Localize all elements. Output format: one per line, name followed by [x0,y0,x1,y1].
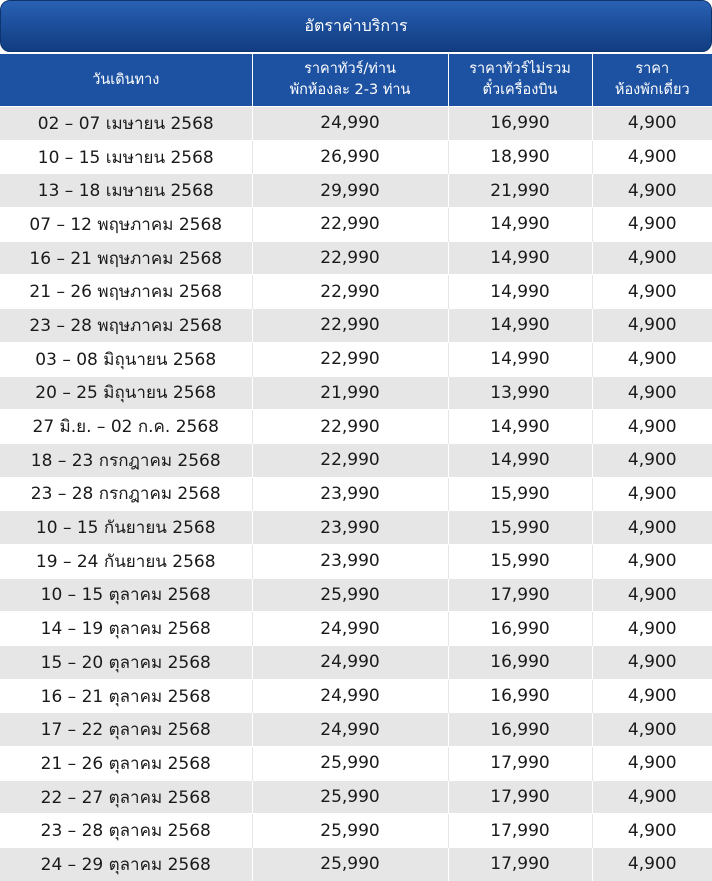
cell-single-room: 4,900 [592,544,712,578]
cell-tour-price: 24,990 [252,713,448,747]
cell-price-without-flight: 16,990 [448,679,592,713]
cell-price-without-flight: 15,990 [448,544,592,578]
cell-travel-date: 17 – 22 ตุลาคม 2568 [0,713,252,747]
cell-price-without-flight: 16,990 [448,612,592,646]
cell-travel-date: 10 – 15 กันยายน 2568 [0,511,252,545]
cell-tour-price: 25,990 [252,780,448,814]
cell-travel-date: 27 มิ.ย. – 02 ก.ค. 2568 [0,410,252,444]
cell-price-without-flight: 17,990 [448,814,592,848]
cell-single-room: 4,900 [592,174,712,208]
cell-price-without-flight: 15,990 [448,477,592,511]
page-title: อัตราค่าบริการ [304,15,408,35]
table-row [0,275,712,309]
table-row [0,309,712,343]
cell-travel-date: 16 – 21 ตุลาคม 2568 [0,679,252,713]
cell-tour-price: 23,990 [252,511,448,545]
cell-travel-date: 21 – 26 ตุลาคม 2568 [0,747,252,781]
table-row [0,410,712,444]
price-table [0,54,712,881]
cell-travel-date: 10 – 15 ตุลาคม 2568 [0,578,252,612]
cell-single-room: 4,900 [592,679,712,713]
cell-price-without-flight: 14,990 [448,309,592,343]
header-line: ราคา [635,61,670,77]
cell-single-room: 4,900 [592,241,712,275]
cell-travel-date: 03 – 08 มิถุนายน 2568 [0,342,252,376]
header-single-room [592,54,712,107]
cell-travel-date: 23 – 28 กรกฎาคม 2568 [0,477,252,511]
cell-price-without-flight: 17,990 [448,780,592,814]
cell-tour-price: 24,990 [252,646,448,680]
cell-single-room: 4,900 [592,713,712,747]
table-row [0,814,712,848]
table-row [0,578,712,612]
cell-price-without-flight: 14,990 [448,410,592,444]
header-line: ตั๋วเครื่องบิน [482,82,558,98]
cell-tour-price: 22,990 [252,275,448,309]
cell-price-without-flight: 16,990 [448,107,592,141]
table-row [0,477,712,511]
cell-travel-date: 20 – 25 มิถุนายน 2568 [0,376,252,410]
cell-single-room: 4,900 [592,477,712,511]
cell-tour-price: 24,990 [252,612,448,646]
cell-price-without-flight: 14,990 [448,241,592,275]
table-row [0,646,712,680]
table-row [0,208,712,242]
cell-tour-price: 26,990 [252,140,448,174]
price-table-title-bar [0,0,712,52]
cell-single-room: 4,900 [592,814,712,848]
table-row [0,679,712,713]
cell-travel-date: 23 – 28 พฤษภาคม 2568 [0,309,252,343]
cell-travel-date: 24 – 29 ตุลาคม 2568 [0,848,252,881]
table-row [0,612,712,646]
cell-tour-price: 22,990 [252,443,448,477]
cell-tour-price: 22,990 [252,342,448,376]
cell-single-room: 4,900 [592,747,712,781]
cell-travel-date: 07 – 12 พฤษภาคม 2568 [0,208,252,242]
cell-travel-date: 02 – 07 เมษายน 2568 [0,107,252,141]
header-line: วันเดินทาง [92,71,160,88]
header-tour-price [252,54,448,107]
table-row [0,747,712,781]
cell-price-without-flight: 14,990 [448,342,592,376]
table-row [0,140,712,174]
cell-tour-price: 22,990 [252,309,448,343]
cell-price-without-flight: 16,990 [448,713,592,747]
cell-single-room: 4,900 [592,612,712,646]
cell-single-room: 4,900 [592,443,712,477]
cell-tour-price: 22,990 [252,208,448,242]
cell-single-room: 4,900 [592,578,712,612]
cell-single-room: 4,900 [592,208,712,242]
cell-travel-date: 15 – 20 ตุลาคม 2568 [0,646,252,680]
cell-tour-price: 24,990 [252,679,448,713]
cell-single-room: 4,900 [592,511,712,545]
cell-travel-date: 14 – 19 ตุลาคม 2568 [0,612,252,646]
header-line: ราคาทัวร์ไม่รวม [469,61,571,77]
header-price-without-flight [448,54,592,107]
cell-travel-date: 19 – 24 กันยายน 2568 [0,544,252,578]
cell-price-without-flight: 21,990 [448,174,592,208]
table-row [0,544,712,578]
cell-travel-date: 23 – 28 ตุลาคม 2568 [0,814,252,848]
cell-tour-price: 25,990 [252,578,448,612]
cell-single-room: 4,900 [592,342,712,376]
cell-tour-price: 29,990 [252,174,448,208]
cell-price-without-flight: 14,990 [448,208,592,242]
cell-travel-date: 13 – 18 เมษายน 2568 [0,174,252,208]
cell-price-without-flight: 16,990 [448,646,592,680]
table-row [0,511,712,545]
cell-tour-price: 25,990 [252,848,448,881]
header-line: พักห้องละ 2-3 ท่าน [289,82,411,98]
cell-single-room: 4,900 [592,140,712,174]
cell-price-without-flight: 13,990 [448,376,592,410]
cell-travel-date: 22 – 27 ตุลาคม 2568 [0,780,252,814]
cell-price-without-flight: 14,990 [448,443,592,477]
cell-price-without-flight: 17,990 [448,578,592,612]
table-header-row [0,54,712,107]
cell-single-room: 4,900 [592,410,712,444]
header-line: ห้องพักเดี่ยว [614,82,690,98]
cell-travel-date: 21 – 26 พฤษภาคม 2568 [0,275,252,309]
cell-tour-price: 21,990 [252,376,448,410]
table-row [0,780,712,814]
cell-single-room: 4,900 [592,780,712,814]
header-line: ราคาทัวร์/ท่าน [304,61,396,77]
cell-price-without-flight: 17,990 [448,848,592,881]
cell-single-room: 4,900 [592,107,712,141]
cell-travel-date: 16 – 21 พฤษภาคม 2568 [0,241,252,275]
table-row [0,241,712,275]
cell-tour-price: 25,990 [252,814,448,848]
table-row [0,342,712,376]
cell-price-without-flight: 17,990 [448,747,592,781]
table-row [0,443,712,477]
cell-tour-price: 25,990 [252,747,448,781]
cell-tour-price: 23,990 [252,477,448,511]
header-travel-date [0,54,252,107]
table-row [0,713,712,747]
cell-price-without-flight: 18,990 [448,140,592,174]
cell-travel-date: 18 – 23 กรกฎาคม 2568 [0,443,252,477]
table-row [0,174,712,208]
cell-single-room: 4,900 [592,646,712,680]
cell-tour-price: 22,990 [252,241,448,275]
table-row [0,848,712,881]
cell-single-room: 4,900 [592,309,712,343]
table-row [0,107,712,141]
cell-single-room: 4,900 [592,275,712,309]
cell-price-without-flight: 15,990 [448,511,592,545]
cell-tour-price: 23,990 [252,544,448,578]
cell-tour-price: 24,990 [252,107,448,141]
cell-single-room: 4,900 [592,848,712,881]
cell-travel-date: 10 – 15 เมษายน 2568 [0,140,252,174]
table-row [0,376,712,410]
cell-tour-price: 22,990 [252,410,448,444]
cell-price-without-flight: 14,990 [448,275,592,309]
cell-single-room: 4,900 [592,376,712,410]
